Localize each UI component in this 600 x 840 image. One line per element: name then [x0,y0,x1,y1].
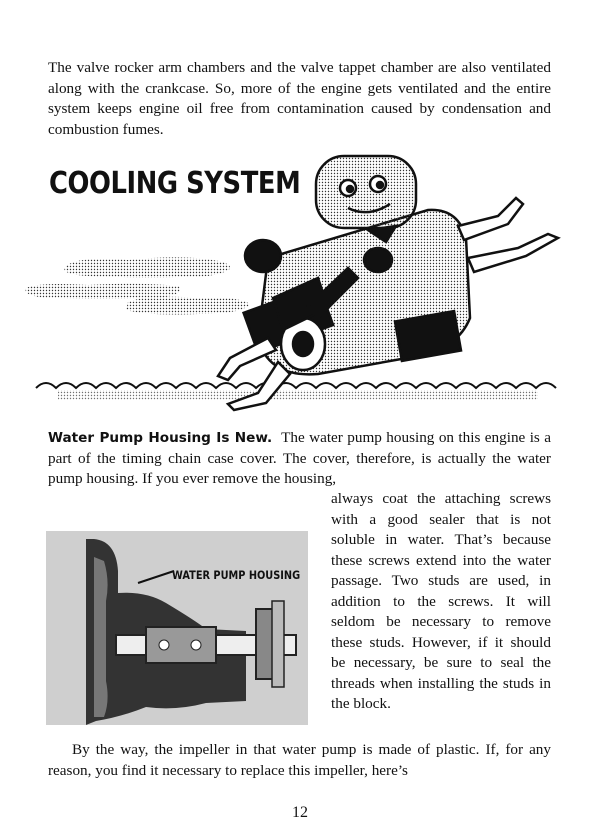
water-pump-paragraph [48,428,551,490]
water-pump-photo [46,531,308,725]
intro-paragraph: The valve rocker arm chambers and the valve tappet chamber are also ventilated along with the crankcase. So, more of the engine gets ventilated and the entire system keeps engine oil free from contamination caused by condensation and combustion fumes. [48,59,551,138]
water-waves [36,383,556,400]
page-number: 12 [292,804,308,821]
water-pump-paragraph-lead: The water pump housing on this engine is a part of the timing chain case cover. The cover, therefore, is actually the water pump housing. If you ever remove the housing, [48,429,551,487]
section-heading: COOLING SYSTEM [49,166,301,201]
closing-paragraph-text: By the way, the impeller in that water pump is made of plastic. If, for any reason, you find it necessary to replace this impeller, here’s [48,741,551,779]
water-pump-paragraph-side: always coat the attaching screws with a good sealer that is not soluble in water. That’s because these screws extend into the water passage. Two studs are used, in addition to the screws. It will seldom be necessary to remove these studs. However, if it should be necessary, be sure to seal the threads when installing the studs in the block. [331,490,551,712]
photo-label: WATER PUMP HOUSING [172,568,301,582]
cloud-shapes [25,257,250,314]
engine-body [244,210,470,374]
cartoon-engine-illustration [18,148,578,420]
closing-paragraph [48,740,551,781]
water-pump-run-in-heading: Water Pump Housing Is New. [48,430,273,446]
